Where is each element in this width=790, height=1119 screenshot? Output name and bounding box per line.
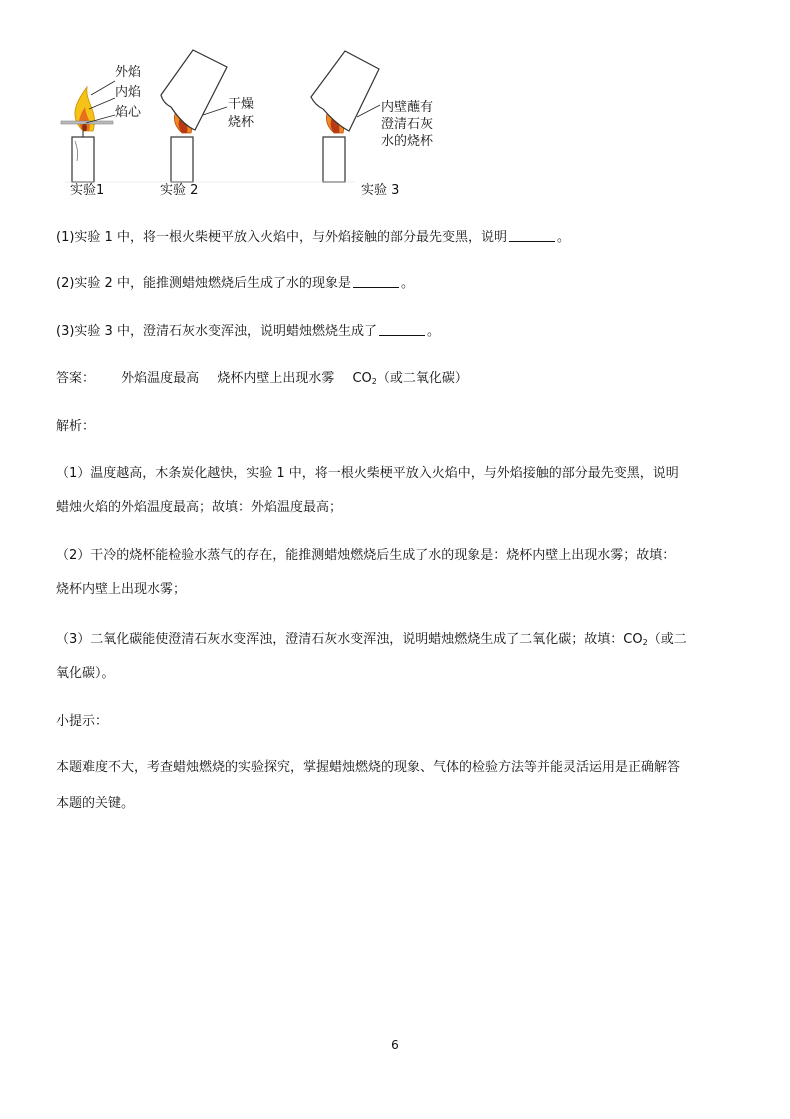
experiment-figure xyxy=(55,45,455,205)
page-number: 6 xyxy=(391,1038,399,1052)
answer-1: 外焰温度最高 xyxy=(121,371,200,386)
caption-exp3: 实验 3 xyxy=(361,183,400,198)
dry-beaker xyxy=(161,50,227,130)
answer-2: 烧杯内壁上出现水雾 xyxy=(217,371,335,386)
question-1: (1)实验 1 中，将一根火柴梗平放入火焰中，与外焰接触的部分最先变黑，说明 。 xyxy=(56,230,570,245)
label-limewater-l3: 水的烧杯 xyxy=(381,134,434,149)
analysis-label: 解析： xyxy=(56,419,96,434)
label-beaker: 烧杯 xyxy=(228,115,255,130)
answer-blank xyxy=(353,275,399,288)
question-3: (3)实验 3 中，澄清石灰水变浑浊，说明蜡烛燃烧生成了 。 xyxy=(56,324,440,339)
label-limewater-l2: 澄清石灰 xyxy=(381,117,434,132)
answer-3: $CO_2$（或二氧化碳） xyxy=(352,371,468,386)
answer-blank xyxy=(509,229,555,242)
analysis-p2-line2: 烧杯内壁上出现水雾； xyxy=(56,582,187,597)
label-limewater-l1: 内壁蘸有 xyxy=(381,100,434,115)
label-flame-core: 焰心 xyxy=(115,105,142,120)
caption-exp1: 实验1 xyxy=(70,183,105,198)
caption-exp2: 实验 2 xyxy=(160,183,199,198)
limewater-beaker xyxy=(311,51,380,131)
label-outer-flame: 外焰 xyxy=(115,65,142,80)
label-inner-flame: 内焰 xyxy=(115,85,142,100)
analysis-p3-line2: 氧化碳）。 xyxy=(56,666,115,681)
tip-line2: 本题的关键。 xyxy=(56,796,135,811)
question-2: (2)实验 2 中，能推测蜡烛燃烧后生成了水的现象是 。 xyxy=(56,276,414,291)
analysis-p2-line1: （2）干冷的烧杯能检验水蒸气的存在，能推测蜡烛燃烧后生成了水的现象是：烧杯内壁上出现水雾；故填： xyxy=(56,548,676,563)
answer-blank xyxy=(379,323,425,336)
label-dry: 干燥 xyxy=(228,97,255,112)
answer-label: 答案： xyxy=(56,371,96,386)
tip-line1: 本题难度不大，考查蜡烛燃烧的实验探究，掌握蜡烛燃烧的现象、气体的检验方法等并能灵活运用是正确解答 xyxy=(56,760,681,775)
tip-label: 小提示： xyxy=(56,714,109,729)
analysis-p1-line2: 蜡烛火焰的外焰温度最高；故填：外焰温度最高； xyxy=(56,500,343,515)
answer-line xyxy=(56,369,468,392)
candle-1 xyxy=(61,81,115,182)
analysis-p3-line1: （3）二氧化碳能使澄清石灰水变浑浊，澄清石灰水变浑浊，说明蜡烛燃烧生成了二氧化碳；故填：$CO_2$（或二 xyxy=(56,632,687,647)
analysis-p1-line1: （1）温度越高，木条炭化越快，实验 1 中，将一根火柴梗平放入火焰中，与外焰接触的部分最先变黑，说明 xyxy=(56,466,679,481)
